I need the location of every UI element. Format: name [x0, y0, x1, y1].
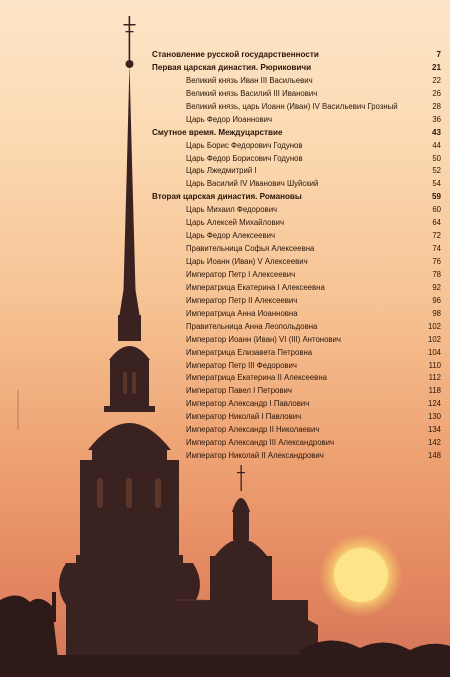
toc-title: Император Петр II Алексеевич — [186, 295, 298, 305]
toc-title: Вторая царская династия. Романовы — [152, 192, 302, 202]
toc-page-number: 104 — [427, 347, 441, 357]
toc-page-number: 64 — [432, 218, 441, 228]
toc-page-number: 98 — [432, 308, 441, 318]
sun — [319, 533, 403, 617]
toc-title: Царь Федор Борисович Годунов — [186, 153, 303, 163]
toc-title: Император Николай I Павлович — [186, 412, 302, 422]
toc-entry-row — [152, 75, 441, 88]
toc-title: Первая царская династия. Рюриковичи — [152, 62, 312, 72]
toc-section-row — [152, 127, 441, 140]
toc-title: Царь Михаил Федорович — [186, 205, 278, 215]
toc-entry-row — [152, 256, 441, 269]
toc-title: Императрица Екатерина II Алексеевна — [186, 373, 327, 383]
toc-title: Императрица Анна Иоанновна — [186, 308, 298, 318]
toc-page-number: 118 — [428, 386, 441, 396]
toc-section-row — [152, 62, 441, 75]
toc-entry-row — [152, 217, 441, 230]
toc-page-number: 92 — [432, 282, 441, 292]
toc-page-number: 54 — [432, 179, 441, 189]
toc-title: Царь Иоанн (Иван) V Алексеевич — [186, 257, 308, 266]
toc-entry-row — [152, 101, 441, 114]
toc-title: Царь Федор Иоаннович — [186, 114, 273, 124]
toc-entry-row — [152, 424, 441, 437]
toc-title: Великий князь Иван III Васильевич — [186, 75, 313, 85]
toc-entry-row — [152, 269, 441, 282]
toc-page-number: 78 — [432, 269, 441, 279]
table-of-contents — [152, 49, 441, 463]
toc-title: Царь Борис Федорович Годунов — [186, 140, 303, 150]
toc-page-number: 142 — [427, 438, 441, 448]
toc-title: Императрица Елизавета Петровна — [186, 347, 313, 357]
toc-entry-row — [152, 450, 441, 463]
toc-page-number: 112 — [428, 373, 441, 383]
toc-page-number: 52 — [432, 166, 441, 176]
toc-page-number: 72 — [432, 231, 441, 241]
toc-entry-row — [152, 334, 441, 347]
toc-page-number: 28 — [432, 101, 441, 111]
toc-title: Правительница Софья Алексеевна — [186, 244, 315, 254]
toc-page-number: 59 — [431, 192, 441, 202]
toc-page-number: 36 — [432, 114, 441, 124]
toc-page-number: 43 — [431, 127, 441, 137]
toc-page-number: 96 — [432, 295, 441, 305]
toc-entry-row — [152, 321, 441, 334]
toc-page-number: 76 — [432, 257, 441, 266]
toc-page-number: 22 — [432, 75, 441, 85]
toc-entry-row — [152, 88, 441, 101]
toc-entry-row — [152, 372, 441, 385]
toc-title: Император Петр I Алексеевич — [186, 269, 296, 279]
toc-title: Становление русской государственности — [152, 50, 319, 59]
toc-page-number: 110 — [428, 360, 441, 370]
toc-title: Император Александр I Павлович — [186, 399, 310, 409]
toc-title: Император Александр III Александрович — [186, 438, 335, 448]
toc-page-number: 124 — [427, 399, 441, 409]
toc-title: Император Павел I Петрович — [186, 386, 292, 396]
toc-title: Император Николай II Александрович — [186, 451, 324, 461]
toc-entry-row — [152, 385, 441, 398]
toc-entry-row — [152, 398, 441, 411]
toc-section-row — [152, 191, 441, 204]
toc-page-number: 74 — [432, 244, 441, 254]
toc-entry-row — [152, 360, 441, 373]
toc-title: Царь Лжедмитрий I — [186, 166, 257, 176]
toc-title: Царь Алексей Михайлович — [186, 218, 285, 228]
toc-entry-row — [152, 140, 441, 153]
toc-entry-row — [152, 165, 441, 178]
toc-section-row — [152, 49, 441, 62]
toc-title: Император Иоанн (Иван) VI (III) Антонович — [186, 334, 341, 344]
toc-entry-row — [152, 230, 441, 243]
toc-page-number: 21 — [431, 62, 441, 72]
toc-entry-row — [152, 437, 441, 450]
toc-entry-row — [152, 411, 441, 424]
toc-entry-row — [152, 114, 441, 127]
toc-page-number: 102 — [427, 334, 441, 344]
toc-entry-row — [152, 347, 441, 360]
toc-entry-row — [152, 295, 441, 308]
toc-title: Смутное время. Междуцарствие — [152, 127, 283, 137]
toc-entry-row — [152, 308, 441, 321]
toc-title: Император Петр III Федорович — [186, 360, 297, 370]
toc-title: Великий князь Василий III Иванович — [186, 88, 318, 98]
toc-title: Великий князь, царь Иоанн (Иван) IV Васильевич Грозный — [186, 101, 398, 111]
toc-page-number: 50 — [432, 153, 441, 163]
toc-page-number: 102 — [427, 321, 441, 331]
toc-title: Царь Федор Алексеевич — [186, 231, 276, 241]
toc-page-number: 60 — [432, 205, 441, 215]
toc-entry-row — [152, 153, 441, 166]
toc-entry-row — [152, 178, 441, 191]
toc-entry-row — [152, 204, 441, 217]
toc-title: Правительница Анна Леопольдовна — [186, 321, 318, 331]
toc-page-number: 148 — [427, 451, 441, 461]
toc-page-number: 7 — [436, 50, 441, 59]
toc-page-number: 134 — [427, 425, 441, 435]
toc-page-number: 26 — [432, 88, 441, 98]
toc-entry-row — [152, 243, 441, 256]
toc-title: Царь Василий IV Иванович Шуйский — [186, 179, 319, 189]
toc-page-number: 44 — [432, 140, 441, 150]
toc-title: Император Александр II Николаевич — [186, 425, 320, 435]
toc-page-number: 130 — [427, 412, 441, 422]
toc-entry-row — [152, 282, 441, 295]
toc-title: Императрица Екатерина I Алексеевна — [186, 282, 325, 292]
